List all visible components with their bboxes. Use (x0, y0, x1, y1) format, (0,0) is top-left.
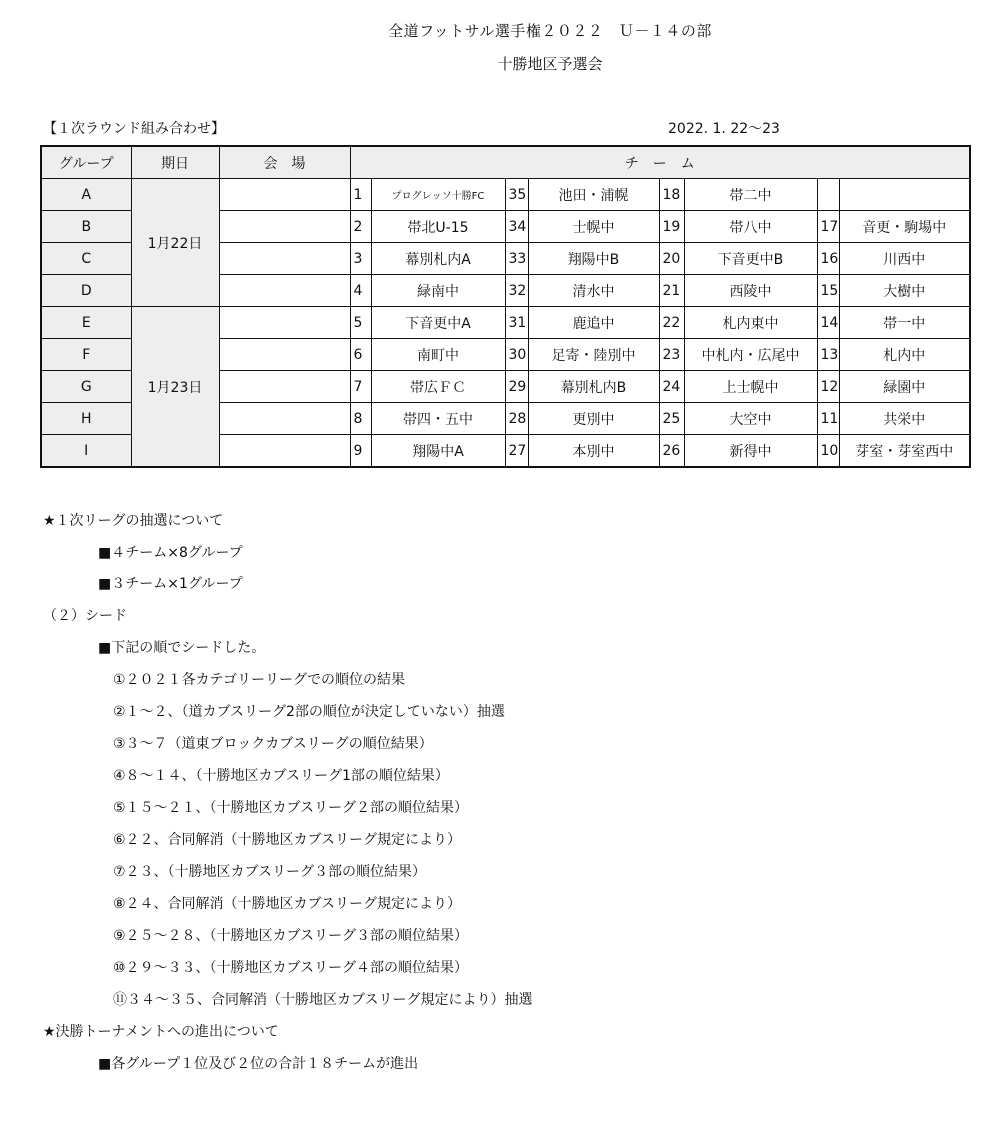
seed-number: 21 (659, 275, 684, 307)
team-name: 帯二中 (684, 179, 817, 211)
venue-cell (219, 211, 350, 243)
seed-number: 18 (659, 179, 684, 211)
team-name: 音更・駒場中 (839, 211, 970, 243)
venue-cell (219, 275, 350, 307)
team-name: 足寄・陸別中 (528, 339, 659, 371)
group-cell: F (41, 339, 131, 371)
seed-number: 30 (505, 339, 528, 371)
seed-number: 23 (659, 339, 684, 371)
seed-number: 3 (350, 243, 371, 275)
team-name: 士幌中 (528, 211, 659, 243)
note-line: ★１次リーグの抽選について (43, 513, 224, 529)
date-range: 2022. 1. 22～23 (668, 121, 780, 137)
note-line: ★決勝トーナメントへの進出について (43, 1024, 279, 1040)
team-name: 緑園中 (839, 371, 970, 403)
team-name: 札内東中 (684, 307, 817, 339)
team-name: 帯北U-15 (371, 211, 505, 243)
venue-cell (219, 371, 350, 403)
team-name: 帯一中 (839, 307, 970, 339)
note-line: ⑪３４～３５、合同解消（十勝地区カブスリーグ規定により）抽選 (113, 992, 533, 1008)
header-date: 期日 (131, 146, 219, 179)
seed-number: 25 (659, 403, 684, 435)
note-line: ①２０２１各カテゴリーリーグでの順位の結果 (113, 672, 405, 688)
group-cell: C (41, 243, 131, 275)
note-line: ②１～２、（道カブスリーグ2部の順位が決定していない）抽選 (113, 704, 505, 720)
seed-number: 31 (505, 307, 528, 339)
team-name: 共栄中 (839, 403, 970, 435)
venue-cell (219, 243, 350, 275)
seed-number: 16 (817, 243, 839, 275)
seed-number: 11 (817, 403, 839, 435)
seed-number: 13 (817, 339, 839, 371)
seed-number: 10 (817, 435, 839, 468)
team-name: 上士幌中 (684, 371, 817, 403)
team-name: 大空中 (684, 403, 817, 435)
note-line: ④８～１４、（十勝地区カブスリーグ1部の順位結果） (113, 768, 449, 784)
venue-cell (219, 435, 350, 468)
seed-number (817, 179, 839, 211)
team-name: 鹿追中 (528, 307, 659, 339)
note-line: （２）シード (43, 608, 127, 624)
venue-cell (219, 339, 350, 371)
team-name: 翔陽中A (371, 435, 505, 468)
seed-number: 29 (505, 371, 528, 403)
venue-cell (219, 179, 350, 211)
team-name: 西陵中 (684, 275, 817, 307)
header-venue: 会 場 (219, 146, 350, 179)
seed-number: 26 (659, 435, 684, 468)
header-group: グループ (41, 146, 131, 179)
note-line: ■各グループ１位及び２位の合計１８チームが進出 (98, 1056, 419, 1072)
team-name: 緑南中 (371, 275, 505, 307)
seed-number: 17 (817, 211, 839, 243)
group-cell: D (41, 275, 131, 307)
team-name: 札内中 (839, 339, 970, 371)
group-cell: E (41, 307, 131, 339)
seed-number: 35 (505, 179, 528, 211)
team-name: 下音更中A (371, 307, 505, 339)
seed-number: 27 (505, 435, 528, 468)
team-name: 幕別札内B (528, 371, 659, 403)
seed-number: 19 (659, 211, 684, 243)
note-line: ⑦２３、（十勝地区カブスリーグ３部の順位結果） (113, 864, 426, 880)
team-name: 芽室・芽室西中 (839, 435, 970, 468)
seed-number: 22 (659, 307, 684, 339)
seed-number: 12 (817, 371, 839, 403)
seed-number: 20 (659, 243, 684, 275)
team-name: 翔陽中B (528, 243, 659, 275)
group-cell: H (41, 403, 131, 435)
group-table (40, 145, 971, 468)
note-line: ③３～７（道東ブロックカブスリーグの順位結果） (113, 736, 433, 752)
team-name: 大樹中 (839, 275, 970, 307)
note-line: ⑧２４、合同解消（十勝地区カブスリーグ規定により） (113, 896, 461, 912)
seed-number: 33 (505, 243, 528, 275)
date-cell: 1月22日 (131, 179, 219, 307)
seed-number: 5 (350, 307, 371, 339)
team-name: プログレッソ十勝FC (371, 179, 505, 211)
seed-number: 32 (505, 275, 528, 307)
seed-number: 28 (505, 403, 528, 435)
note-line: ■３チーム×1グループ (98, 576, 243, 592)
seed-number: 6 (350, 339, 371, 371)
venue-cell (219, 403, 350, 435)
group-cell: B (41, 211, 131, 243)
seed-number: 1 (350, 179, 371, 211)
seed-number: 14 (817, 307, 839, 339)
seed-number: 24 (659, 371, 684, 403)
team-name: 本別中 (528, 435, 659, 468)
team-name: 清水中 (528, 275, 659, 307)
header-row (41, 146, 970, 179)
group-cell: A (41, 179, 131, 211)
seed-number: 34 (505, 211, 528, 243)
group-cell: G (41, 371, 131, 403)
note-line: ⑤１５～２１、（十勝地区カブスリーグ２部の順位結果） (113, 800, 468, 816)
seed-number: 4 (350, 275, 371, 307)
seed-number: 9 (350, 435, 371, 468)
note-line: ■下記の順でシードした。 (98, 640, 266, 656)
venue-cell (219, 307, 350, 339)
team-name: 川西中 (839, 243, 970, 275)
note-line: ⑨２５～２８、（十勝地区カブスリーグ３部の順位結果） (113, 928, 468, 944)
team-name: 下音更中B (684, 243, 817, 275)
team-name: 中札内・広尾中 (684, 339, 817, 371)
seed-number: 15 (817, 275, 839, 307)
seed-number: 7 (350, 371, 371, 403)
team-name: 更別中 (528, 403, 659, 435)
note-line: ⑩２９～３３、（十勝地区カブスリーグ４部の順位結果） (113, 960, 468, 976)
team-name: 帯広ＦＣ (371, 371, 505, 403)
note-line: ■４チーム×8グループ (98, 545, 243, 561)
section-label: 【１次ラウンド組み合わせ】 (43, 121, 225, 137)
table-row (41, 179, 970, 211)
seed-number: 2 (350, 211, 371, 243)
team-name: 新得中 (684, 435, 817, 468)
team-name: 帯四・五中 (371, 403, 505, 435)
team-name: 南町中 (371, 339, 505, 371)
date-cell: 1月23日 (131, 307, 219, 468)
document-subtitle: 十勝地区予選会 (497, 55, 603, 73)
table-row (41, 307, 970, 339)
note-line: ⑥２２、合同解消（十勝地区カブスリーグ規定により） (113, 832, 461, 848)
empty-slot-cell (839, 179, 970, 211)
team-name: 帯八中 (684, 211, 817, 243)
seed-number: 8 (350, 403, 371, 435)
group-cell: I (41, 435, 131, 468)
team-name: 池田・浦幌 (528, 179, 659, 211)
header-team: チ ー ム (350, 146, 970, 179)
team-name: 幕別札内A (371, 243, 505, 275)
document-title: 全道フットサル選手権２０２２ Ｕ－１４の部 (388, 22, 712, 40)
